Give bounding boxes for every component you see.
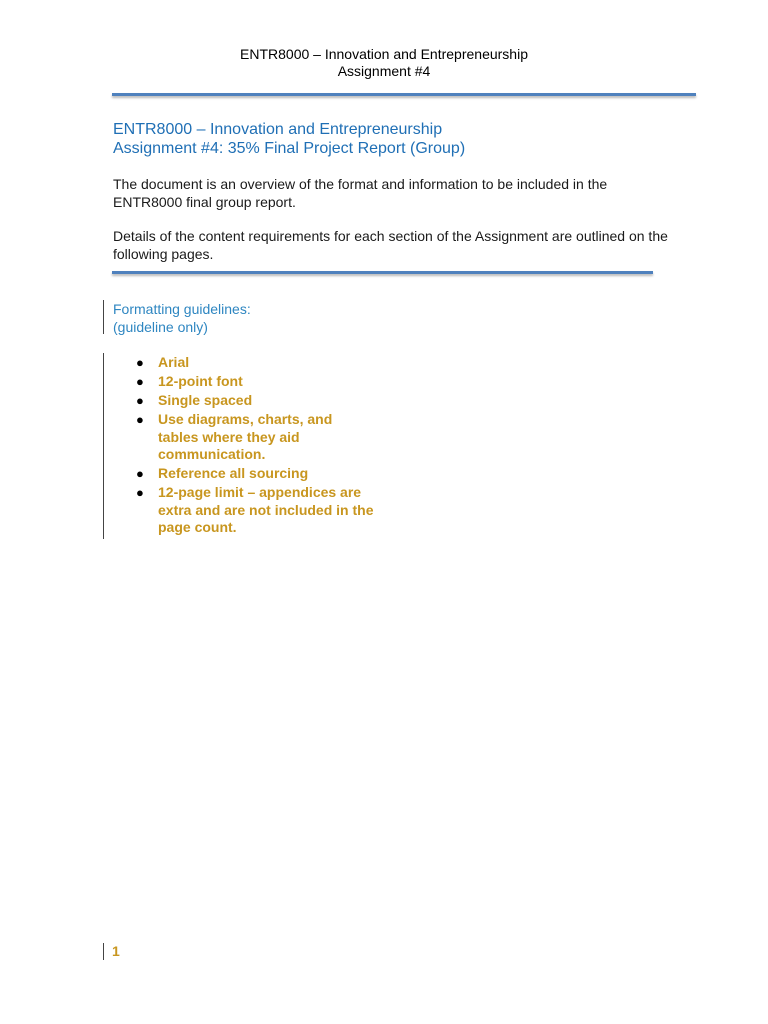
- header-course-line: ENTR8000 – Innovation and Entrepreneurship: [240, 46, 528, 62]
- bullet-icon: ●: [136, 485, 144, 500]
- list-item: [136, 373, 376, 391]
- guideline-text: Single spaced: [158, 392, 253, 408]
- guideline-text: Arial: [158, 354, 190, 370]
- bullet-icon: ●: [136, 393, 144, 408]
- document-title: [113, 120, 673, 158]
- bullet-icon: ●: [136, 374, 144, 389]
- formatting-heading-note: (guideline only): [113, 319, 208, 335]
- page-number: 1: [112, 943, 120, 959]
- list-item: [136, 465, 376, 483]
- bullet-icon: ●: [136, 412, 144, 427]
- intro-divider: [112, 271, 653, 274]
- list-item: [136, 392, 376, 410]
- intro-paragraph-details: Details of the content requirements for each section of the Assignment are outlined on the following pages.: [113, 228, 668, 262]
- bullet-icon: ●: [136, 355, 144, 370]
- page-header: [0, 46, 768, 80]
- header-assignment-line: Assignment #4: [337, 63, 431, 79]
- header-divider: [112, 93, 696, 96]
- bullet-icon: ●: [136, 466, 144, 481]
- guideline-text: Use diagrams, charts, and tables where they aid communication.: [158, 411, 333, 462]
- title-course: ENTR8000 – Innovation and Entrepreneurship: [113, 121, 443, 138]
- footer-bar: [103, 943, 104, 960]
- guideline-text: 12-page limit – appendices are extra and are not included in the page count.: [158, 484, 374, 535]
- intro-paragraph-overview: The document is an overview of the format and information to be included in the ENTR8000 final group report.: [113, 176, 608, 210]
- formatting-heading: [113, 300, 251, 336]
- formatting-guidelines-list: [136, 354, 376, 538]
- guideline-text: 12-point font: [158, 373, 243, 389]
- list-item: [136, 484, 376, 537]
- list-item: [136, 411, 376, 464]
- title-assignment: Assignment #4: 35% Final Project Report (Group): [113, 140, 466, 157]
- guideline-text: Reference all sourcing: [158, 465, 309, 481]
- intro-section: [113, 175, 673, 279]
- margin-change-bar: [103, 300, 104, 334]
- margin-change-bar: [103, 353, 104, 539]
- list-item: [136, 354, 376, 372]
- formatting-heading-title: Formatting guidelines:: [113, 301, 251, 317]
